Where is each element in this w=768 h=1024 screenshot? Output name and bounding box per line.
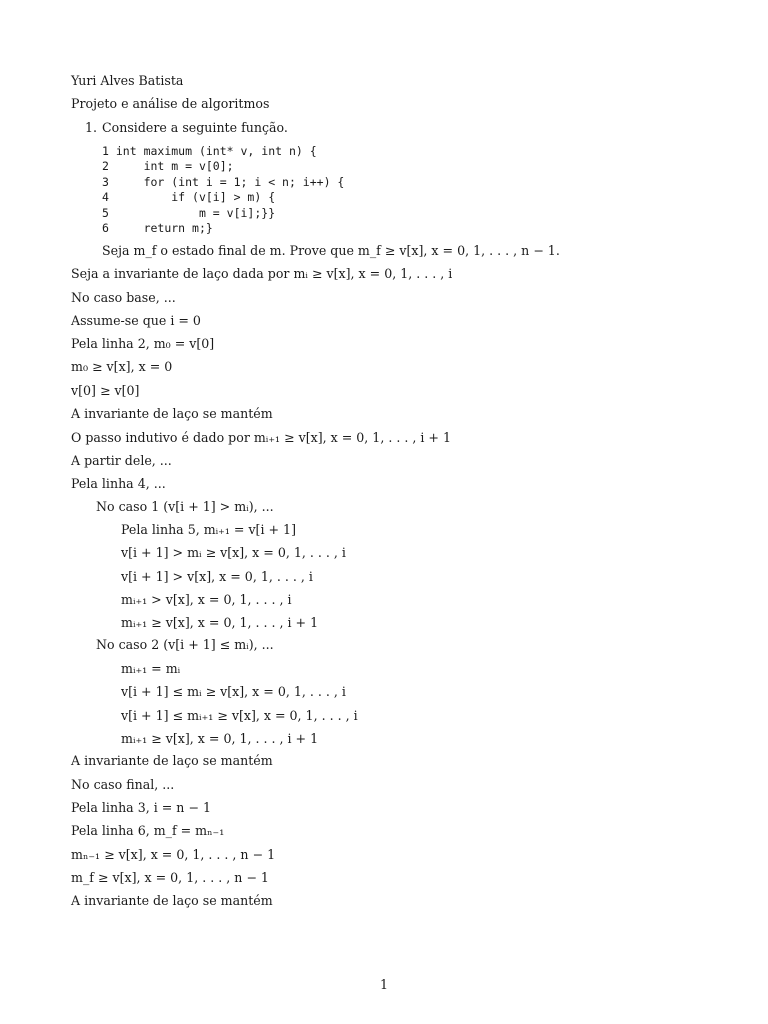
- code-line-number: 2: [102, 159, 109, 173]
- proof-line: A invariante de laço se mantém: [71, 893, 273, 908]
- proof-line: mᵢ₊₁ = mᵢ: [121, 661, 181, 676]
- code-line-number: 4: [102, 190, 109, 204]
- page-number: 1: [379, 977, 388, 992]
- code-line-text: int m = v[0];: [115, 159, 234, 173]
- final-case-heading: No caso final, ...: [71, 777, 175, 792]
- code-line-number: 3: [102, 175, 109, 189]
- code-line-number: 1: [102, 144, 109, 158]
- proof-line: v[0] ≥ v[0]: [71, 383, 140, 398]
- course-title: Projeto e análise de algoritmos: [71, 96, 270, 111]
- code-line-text: return m;}: [115, 221, 213, 235]
- proof-line: v[i + 1] > mᵢ ≥ v[x], x = 0, 1, . . . , i: [121, 545, 346, 560]
- code-line: [102, 205, 275, 221]
- author-name: Yuri Alves Batista: [71, 73, 184, 88]
- invariant-definition: Seja a invariante de laço dada por mᵢ ≥ v[x], x = 0, 1, . . . , i: [71, 266, 453, 281]
- proof-line: A invariante de laço se mantém: [71, 753, 273, 768]
- proof-line: v[i + 1] ≤ mᵢ₊₁ ≥ v[x], x = 0, 1, . . . , i: [121, 708, 358, 723]
- question-prompt: Considere a seguinte função.: [102, 120, 288, 135]
- inductive-step-heading: O passo indutivo é dado por mᵢ₊₁ ≥ v[x], x = 0, 1, . . . , i + 1: [71, 430, 451, 445]
- proof-line: m₀ ≥ v[x], x = 0: [71, 359, 173, 374]
- code-line: [102, 158, 234, 174]
- code-line-text: int maximum (int* v, int n) {: [115, 144, 317, 158]
- proof-line: A partir dele, ...: [71, 453, 172, 468]
- proof-line: A invariante de laço se mantém: [71, 406, 273, 421]
- code-line: [102, 220, 213, 236]
- proof-line: Assume-se que i = 0: [71, 313, 201, 328]
- code-line-text: if (v[i] > m) {: [115, 190, 276, 204]
- proof-line: Pela linha 2, m₀ = v[0]: [71, 336, 215, 351]
- code-line: [102, 189, 275, 205]
- proof-line: v[i + 1] ≤ mᵢ ≥ v[x], x = 0, 1, . . . , i: [121, 684, 346, 699]
- code-line-text: for (int i = 1; i < n; i++) {: [115, 175, 345, 189]
- problem-statement: Seja m_f o estado final de m. Prove que m_f ≥ v[x], x = 0, 1, . . . , n − 1.: [102, 243, 560, 258]
- proof-line: m_f ≥ v[x], x = 0, 1, . . . , n − 1: [71, 870, 269, 885]
- code-line: [102, 143, 317, 159]
- proof-line: mᵢ₊₁ > v[x], x = 0, 1, . . . , i: [121, 592, 292, 607]
- base-case-heading: No caso base, ...: [71, 290, 176, 305]
- question-number: 1.: [85, 120, 98, 135]
- proof-line: Pela linha 5, mᵢ₊₁ = v[i + 1]: [121, 522, 296, 537]
- proof-line: mᵢ₊₁ ≥ v[x], x = 0, 1, . . . , i + 1: [121, 731, 319, 746]
- proof-line: Pela linha 4, ...: [71, 476, 166, 491]
- code-line: [102, 174, 344, 190]
- case-2-heading: No caso 2 (v[i + 1] ≤ mᵢ), ...: [96, 637, 274, 652]
- code-line-number: 5: [102, 206, 109, 220]
- proof-line: Pela linha 6, m_f = mₙ₋₁: [71, 823, 225, 838]
- code-line-number: 6: [102, 221, 109, 235]
- proof-line: mᵢ₊₁ ≥ v[x], x = 0, 1, . . . , i + 1: [121, 615, 319, 630]
- proof-line: v[i + 1] > v[x], x = 0, 1, . . . , i: [121, 569, 313, 584]
- code-line-text: m = v[i];}}: [115, 206, 276, 220]
- proof-line: Pela linha 3, i = n − 1: [71, 800, 211, 815]
- case-1-heading: No caso 1 (v[i + 1] > mᵢ), ...: [96, 499, 274, 514]
- proof-line: mₙ₋₁ ≥ v[x], x = 0, 1, . . . , n − 1: [71, 847, 276, 862]
